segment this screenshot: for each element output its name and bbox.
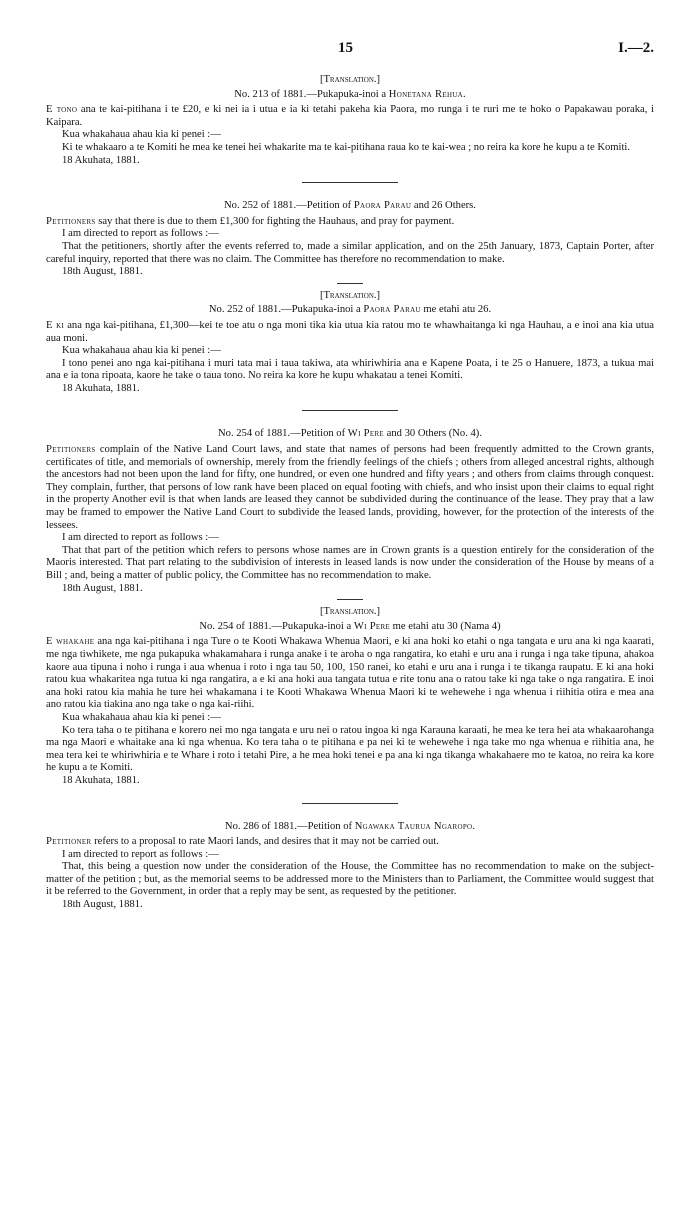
- petition-section: [46, 200, 654, 279]
- lead-words: E tono: [46, 104, 78, 116]
- petition-summary: E whakahe ana nga kai-pitihana i nga Ture o te Kooti Whakawa Whenua Maori, e ki ana hoki ko etahi o nga tangata e uru ana ki nga kaarati, me nga tiwhikete, me nga pukapuka whakamahara i runga anake i te aroha o nga rangatira, ko etahi e uru ana i runga i nga take tipuna, ahakoa kaore aua tipuna i noho i runga i aua whenua i roto i nga tau 50, 100, 150 ranei, ko etahi e uru ana i runga i te tikanga raupatu. E ki ana hoki ratou kua whakaritea nga tutua ki nga rangatira, a e ki ana hoki aua tangata tutua e rite tonu ana o ratou take ki nga take o nga rangatira. E inoi ana hoki ratou kia mahia he ture hei whakamana i te Kooti Whakawa Whenua Maori ki te wehewehe i nga whenua i riihitia otira e mea ana ano ratou kia tiakina ano nga take o nga kai-riihi.: [46, 636, 654, 711]
- page-number: 15: [338, 40, 353, 56]
- lead-words: E ki: [46, 319, 65, 331]
- lead-words: Petitioner: [46, 836, 92, 848]
- translation-tag: [Translation.]: [319, 606, 381, 618]
- section-divider: [302, 410, 398, 411]
- section-heading: No. 213 of 1881.—Pukapuka-inoi a Honetana Rehua.: [234, 88, 466, 100]
- translation-tag: [Translation.]: [319, 289, 381, 301]
- committee-report: That the petitioners, shortly after the events referred to, made a similar application, and on the 25th January, 1873, Captain Porter, after careful inquiry, reported that there was no claim. The Committee has therefore no recommendation to make.: [46, 240, 654, 265]
- report-intro: Kua whakahaua ahau kia ki penei :—: [62, 711, 221, 723]
- paper-reference: I.—2.: [618, 40, 654, 56]
- committee-report: That, this being a question now under the consideration of the House, the Committee has no recommendation to make on the subject-matter of the petition ; but, as the memorial seems to be addressed more to the Ministers than to Parliament, the Committee would suggest that it be referred to the Government, in order that a reply may be sent, as requested by the petitioner.: [46, 861, 654, 898]
- report-intro: I am directed to report as follows :—: [62, 228, 219, 240]
- committee-report: I tono penei ano nga kai-pitihana i muri tata mai i taua takiwa, ata whiriwhiria ana e Kapene Poata, i te 25 o Hanuere, 1873, a tukua mai ana e ia tona ripoata, kaore he take o taua tono. No reira ka kore he kupu whakatau a tenei Komiti.: [46, 357, 654, 382]
- section-divider: [302, 803, 398, 804]
- section-divider: [302, 182, 398, 183]
- petition-section: [46, 606, 654, 787]
- section-heading: No. 254 of 1881.—Pukapuka-inoi a Wi Pere me etahi atu 30 (Nama 4): [199, 620, 501, 632]
- petition-summary: E tono ana te kai-pitihana i te £20, e ki nei ia i utua e ia ki tetahi pakeha kia Paora, mo runga i te ruri me te hoko o Papakawau poraka, i Kaipara.: [46, 104, 654, 128]
- report-date: 18th August, 1881.: [62, 899, 143, 911]
- section-heading: No. 254 of 1881.—Petition of Wi Pere and 30 Others (No. 4).: [218, 428, 482, 440]
- petition-section: [46, 821, 654, 912]
- page-content: [46, 74, 654, 912]
- committee-report: Ki te whakaaro a te Komiti he mea ke tenei hei whakarite ma te kai-pitihana raua ko te kai-wea ; no reira ka kore he kupu a te Komiti.: [62, 141, 631, 153]
- petition-summary: Petitioner refers to a proposal to rate Maori lands, and desires that it may not be carried out.: [46, 836, 439, 848]
- report-date: 18 Akuhata, 1881.: [62, 154, 140, 166]
- report-intro: Kua whakahaua ahau kia ki penei :—: [62, 345, 221, 357]
- report-date: 18 Akuhata, 1881.: [62, 774, 140, 786]
- section-heading: No. 252 of 1881.—Pukapuka-inoi a Paora Parau me etahi atu 26.: [208, 304, 492, 316]
- petition-summary: Petitioners say that there is due to them £1,300 for fighting the Hauhaus, and pray for payment.: [46, 215, 455, 227]
- report-intro: I am directed to report as follows :—: [62, 532, 219, 544]
- petitioner-name: Paora Parau: [353, 200, 412, 212]
- report-intro: Kua whakahaua ahau kia ki penei :—: [62, 129, 221, 141]
- committee-report: That that part of the petition which refers to persons whose names are in Crown grants is a question entirely for the consideration of the Maoris interested. That part relating to the subdivision of interests in leased lands is now under the consideration of the House by means of a Bill ; and, being a matter of public policy, the Committee has no recommendation to make.: [46, 544, 654, 581]
- report-date: 18 Akuhata, 1881.: [62, 382, 140, 394]
- report-date: 18th August, 1881.: [62, 582, 143, 594]
- petition-section: [46, 290, 654, 396]
- petition-section: [46, 74, 654, 167]
- petitioner-name: Paora Parau: [363, 304, 421, 316]
- committee-report: Ko tera taha o te pitihana e korero nei mo nga tangata e uru nei o ratou ingoa ki nga Karauna karaati, he mea ke tera hei ata whakaarohanga ma nga Maori e whaitake ana ki nga whenua. Ko tera taha o te pitihana e pa nei ki te wehewehe i nga take mo nga whenua e riihitia ana, he mea tera kei te whiriwhiria e te Whare i roto i tetahi Pire, a he mea hoki tenei e pa ana ki nga tikanga whakahaere mo te katoa, no reira ka kore he kupu a te Komiti.: [46, 724, 654, 774]
- translation-divider: [337, 283, 363, 284]
- petitioner-name: Honetana Rehua: [388, 88, 464, 100]
- petitioner-name: Wi Pere: [353, 620, 391, 632]
- lead-words: Petitioners: [46, 444, 96, 456]
- report-intro: I am directed to report as follows :—: [62, 848, 219, 860]
- translation-divider: [337, 599, 363, 600]
- section-heading: No. 252 of 1881.—Petition of Paora Parau and 26 Others.: [224, 200, 476, 212]
- report-date: 18th August, 1881.: [62, 266, 143, 278]
- petitioner-name: Ngawaka Taurua Ngaropo: [354, 820, 473, 832]
- petition-summary: Petitioners complain of the Native Land Court laws, and state that names of persons had been frequently admitted to the Crown grants, certificates of title, and memorials of ownership, merely from the friendly feelings of the chiefs ; others from alleged ancestral rights, although the ancestors had not been upon the land for fifty, one hundred, or even one hundred and fifty years ; and others from claims through conquest. They complain, further, that persons of low rank have been placed on equal footing with chiefs, and who insist upon their claims to equal right in the property Another evil is that when lands are leased they cannot be subdivided during the continuance of the lease. They pray that a law may be framed to empower the Native Land Court to subdivide the leased lands, providing, however, for the protection of the interests of the lessees.: [46, 444, 654, 531]
- lead-words: Petitioners: [46, 215, 96, 227]
- petition-section: [46, 428, 654, 595]
- translation-tag: [Translation.]: [319, 74, 381, 85]
- petitioner-name: Wi Pere: [347, 428, 384, 440]
- petition-summary: E ki ana nga kai-pitihana, £1,300—kei te toe atu o nga moni tika kia utua kia ratou mo te whawhaitanga ki nga Hauhau, a e inoi ana kia utua aua moni.: [46, 319, 654, 344]
- section-heading: No. 286 of 1881.—Petition of Ngawaka Taurua Ngaropo.: [224, 820, 476, 832]
- lead-words: E whakahe: [46, 636, 95, 648]
